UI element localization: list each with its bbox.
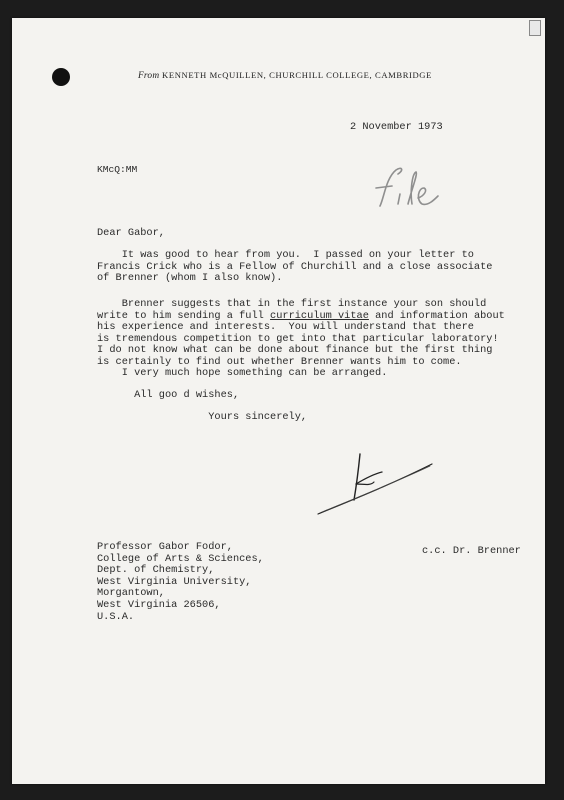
address-line: Professor Gabor Fodor,	[97, 541, 233, 553]
letterhead-text: KENNETH McQUILLEN, CHURCHILL COLLEGE, CAMBRIDGE	[162, 70, 432, 80]
address-line: U.S.A.	[97, 610, 135, 623]
letter-page	[12, 18, 545, 784]
paragraph-2-line: Brenner suggests that in the first instance your son should	[97, 298, 487, 310]
paragraph-1-line: It was good to hear from you. I passed on your letter to	[97, 249, 474, 261]
paragraph-1-line: of Brenner (whom I also know).	[97, 272, 283, 285]
address-line: West Virginia University,	[97, 575, 252, 588]
file-annotation-handwriting	[362, 158, 452, 218]
greeting: Dear Gabor,	[97, 227, 165, 239]
reference-code: KMcQ:MM	[97, 164, 138, 175]
paragraph-2-line: is certainly to find out whether Brenner wants him to come.	[97, 355, 462, 368]
address-line: Morgantown,	[97, 587, 165, 600]
paragraph-3: I very much hope something can be arranged.	[97, 367, 388, 379]
paragraph-2-line: his experience and interests. You will understand that there	[97, 321, 474, 334]
address-line: Dept. of Chemistry,	[97, 564, 215, 577]
recipient-address	[97, 542, 264, 623]
curriculum-vitae-underlined: curriculum vitae	[270, 309, 369, 322]
handwritten-signature	[312, 444, 442, 519]
paragraph-2-text: write to him sending a full	[97, 309, 271, 322]
letterhead-from: From	[138, 71, 160, 81]
address-line: College of Arts & Sciences,	[97, 552, 264, 565]
address-line: West Virginia 26506,	[97, 598, 221, 611]
paragraph-2-text: and information about	[368, 309, 505, 322]
carbon-copy: c.c. Dr. Brenner	[422, 545, 521, 557]
paragraph-2-line: is tremendous competition to get into that particular laboratory!	[97, 332, 499, 345]
closing: All goo d wishes,	[97, 389, 240, 401]
paragraph-2-line: I do not know what can be done about finance but the first thing	[97, 344, 493, 357]
corner-tab	[529, 20, 541, 36]
paragraph-2	[97, 299, 505, 369]
punch-hole	[52, 68, 70, 86]
paragraph-1-line: Francis Crick who is a Fellow of Churchill and a close associate	[97, 260, 493, 273]
letter-date: 2 November 1973	[350, 121, 443, 133]
sign-off: Yours sincerely,	[97, 411, 308, 423]
letterhead	[138, 70, 432, 81]
paragraph-1	[97, 250, 492, 285]
